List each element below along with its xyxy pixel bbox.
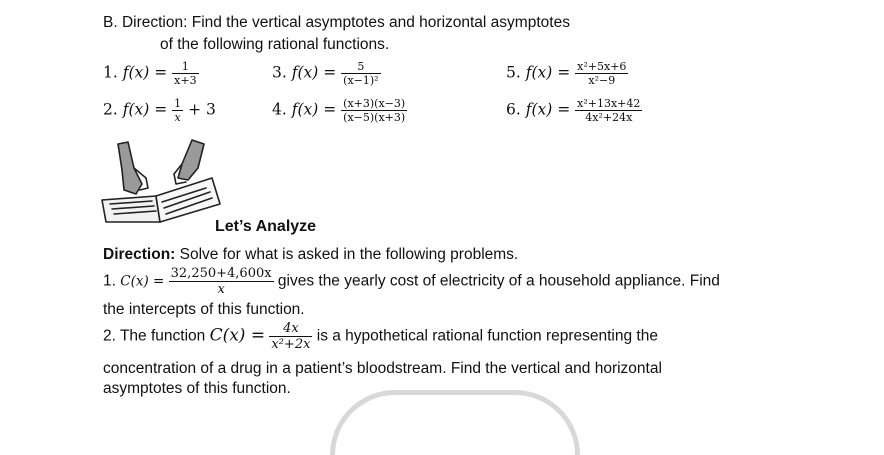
problem-2-fraction <box>172 98 183 123</box>
problem-3-fraction <box>341 61 380 86</box>
problem-6-label: 6. <box>506 100 526 119</box>
section-b-direction-line1: B. Direction: Find the vertical asymptotes and horizontal asymptotes <box>103 14 570 31</box>
section-b-direction-line2: of the following rational functions. <box>160 36 390 53</box>
problem-4-denominator: (x−5)(x+3) <box>343 111 406 124</box>
problem-2-numerator: 1 <box>174 97 182 110</box>
problem-5 <box>506 61 628 86</box>
problem-2 <box>103 98 216 123</box>
question-2-text-line3: asymptotes of this function. <box>103 380 291 397</box>
lets-analyze-heading: Let’s Analyze <box>215 218 317 235</box>
problem-6-denominator: 4x²+24x <box>585 111 633 124</box>
watermark-seal <box>330 390 580 455</box>
problem-3-lhs: f(x) = <box>291 63 337 82</box>
problem-5-denominator: x²−9 <box>588 74 616 87</box>
problem-1-denominator: x+3 <box>174 74 197 87</box>
question-1-text-line2: the intercepts of this function. <box>103 301 305 318</box>
question-2-prefix: 2. The function <box>103 327 210 345</box>
problem-6-fraction <box>575 98 642 123</box>
problem-4-label: 4. <box>272 100 292 119</box>
problem-6-lhs: f(x) = <box>525 100 571 119</box>
problem-2-label: 2. <box>103 100 123 119</box>
problem-1-lhs: f(x) = <box>122 63 168 82</box>
question-2-denominator: x²+2x <box>271 337 311 352</box>
question-2-text-line1: is a hypothetical rational function representing the <box>316 327 658 345</box>
analyze-question-2 <box>103 322 658 351</box>
problem-3-denominator: (x−1)² <box>343 74 379 87</box>
problem-4 <box>272 98 407 123</box>
problem-4-fraction <box>341 98 407 123</box>
problem-6 <box>506 98 642 123</box>
problem-1-numerator: 1 <box>172 61 198 74</box>
problem-1-label: 1. <box>103 63 123 82</box>
problem-5-numerator: x²+5x+6 <box>577 60 627 73</box>
problem-3-numerator: 5 <box>341 61 380 74</box>
question-1-label: 1. <box>103 272 121 290</box>
problem-4-lhs: f(x) = <box>291 100 337 119</box>
problem-5-lhs: f(x) = <box>525 63 571 82</box>
problem-1 <box>103 61 199 86</box>
question-1-numerator: 32,250+4,600x <box>170 266 272 281</box>
problem-1-fraction <box>172 61 198 86</box>
analyze-direction-label: Direction: <box>103 246 176 263</box>
question-2-lhs: C(x) = <box>209 325 266 346</box>
question-2-text-line2: concentration of a drug in a patient’s bloodstream. Find the vertical and horizontal <box>103 360 662 377</box>
open-book-hands-icon <box>96 138 228 228</box>
problem-5-label: 5. <box>506 63 526 82</box>
problem-4-numerator: (x+3)(x−3) <box>343 97 406 110</box>
analyze-direction <box>103 246 518 264</box>
problem-3 <box>272 61 381 86</box>
problem-5-fraction <box>575 61 628 86</box>
question-2-numerator: 4x <box>269 322 312 337</box>
problem-3-label: 3. <box>272 63 292 82</box>
question-1-fraction <box>169 267 274 296</box>
problem-2-denominator: x <box>174 111 181 124</box>
problem-6-numerator: x²+13x+42 <box>577 97 641 110</box>
problem-2-tail: + 3 <box>188 100 216 119</box>
question-1-text-line1: gives the yearly cost of electricity of a household appliance. Find <box>277 272 720 290</box>
analyze-direction-text: Solve for what is asked in the following problems. <box>175 246 519 263</box>
analyze-question-1 <box>103 267 720 296</box>
problem-2-lhs: f(x) = <box>122 100 168 119</box>
question-1-denominator: x <box>217 282 225 297</box>
question-1-lhs: C(x) = <box>120 273 165 290</box>
question-2-fraction <box>269 322 312 351</box>
